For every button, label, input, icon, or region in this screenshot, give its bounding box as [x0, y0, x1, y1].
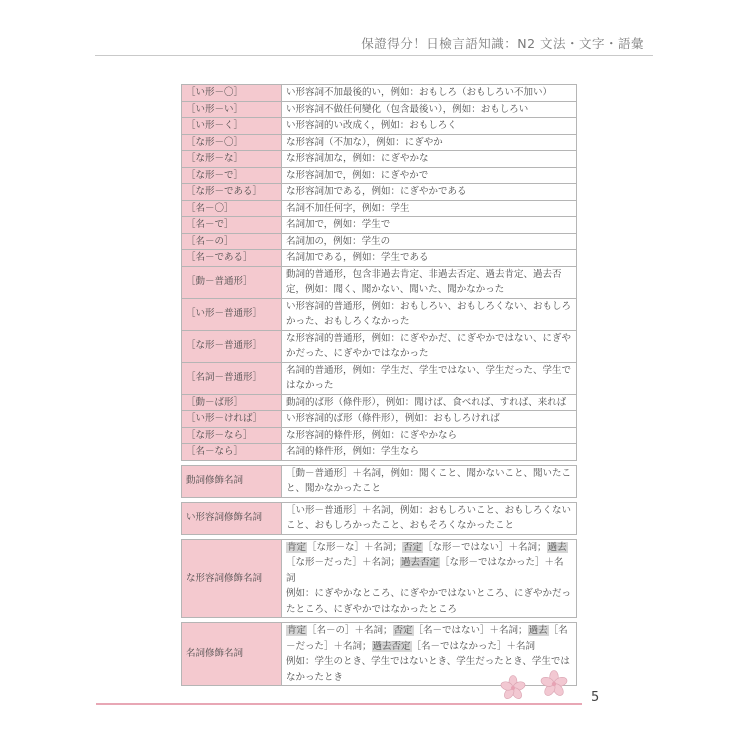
description-cell: 名詞不加任何字，例如：学生	[282, 200, 577, 217]
table-row	[182, 85, 577, 102]
table-row	[182, 184, 577, 201]
term-cell: ［な形－なら］	[182, 427, 282, 444]
table-row	[182, 101, 577, 118]
table-row	[182, 167, 577, 184]
table-row	[182, 151, 577, 168]
description-cell: な形容詞加な，例如：にぎやかな	[282, 151, 577, 168]
term-cell: ［名－で］	[182, 217, 282, 234]
tag-affirmative: 肯定	[287, 541, 307, 553]
description-cell: ［動－普通形］＋名詞，例如：聞くこと、聞かないこと、聞いたこと、聞かなかったこと	[282, 465, 577, 497]
description-cell: い形容詞的ば形（條件形），例如：おもしろければ	[282, 411, 577, 428]
table-row	[182, 134, 577, 151]
running-header: 保證得分！日檢言語知識：N2 文法・文字・語彙	[361, 36, 644, 51]
term-cell: ［動－ば形］	[182, 394, 282, 411]
description-cell	[282, 539, 577, 618]
table-row	[182, 250, 577, 267]
term-cell: ［名－〇］	[182, 200, 282, 217]
example-text: 例如：学生のとき、学生ではないとき、学生だったとき、学生ではなかったとき	[286, 656, 570, 683]
pattern-text: ［な形－ではなかった］＋名詞	[286, 557, 564, 584]
description-cell: 名詞的條件形，例如：学生なら	[282, 444, 577, 461]
pattern-text: ［名－の］＋名詞；	[307, 625, 393, 636]
term-cell: い形容詞修飾名詞	[182, 502, 282, 534]
term-cell: ［な形－である］	[182, 184, 282, 201]
term-cell: 動詞修飾名詞	[182, 465, 282, 497]
cherry-blossom-icon	[500, 675, 526, 701]
term-cell: ［名詞－普通形］	[182, 362, 282, 394]
description-cell: な形容詞加である，例如：にぎやかである	[282, 184, 577, 201]
tag-negative: 否定	[393, 625, 413, 636]
term-cell: ［名－である］	[182, 250, 282, 267]
table-row	[182, 330, 577, 362]
description-cell: 名詞的普通形，例如：学生だ、学生ではない、学生だった、学生ではなかった	[282, 362, 577, 394]
table-row	[182, 394, 577, 411]
term-cell: ［な形－普通形］	[182, 330, 282, 362]
table-row	[182, 502, 577, 534]
tag-past-negative: 過去否定	[401, 557, 440, 568]
term-cell: ［い形－い］	[182, 101, 282, 118]
grammar-table	[181, 84, 577, 686]
pattern-text: ［名－ではない］＋名詞；	[413, 625, 528, 636]
pattern-text: ［な形－な］＋名詞；	[307, 541, 403, 553]
term-cell: ［い形－く］	[182, 118, 282, 135]
description-cell: ［い形－普通形］＋名詞，例如：おもしろいこと、おもしろくないこと、おもしろかったこと、おもそろくなかったこと	[282, 502, 577, 534]
header-rule	[95, 55, 653, 56]
description-cell: な形容詞的條件形，例如：にぎやかなら	[282, 427, 577, 444]
tag-past-negative: 過去否定	[372, 640, 411, 652]
table-row	[182, 362, 577, 394]
term-cell: ［い形－普通形］	[182, 298, 282, 330]
description-cell: 名詞加の，例如：学生の	[282, 233, 577, 250]
description-cell: 名詞加である，例如：学生である	[282, 250, 577, 267]
term-cell: ［な形－で］	[182, 167, 282, 184]
table-row	[182, 298, 577, 330]
description-cell: い形容詞不做任何變化（包含最後い），例如：おもしろい	[282, 101, 577, 118]
description-cell: い形容詞不加最後的い，例如：おもしろ（おもしろい不加い）	[282, 85, 577, 102]
table-row	[182, 465, 577, 497]
description-cell	[282, 623, 577, 686]
table-row	[182, 118, 577, 135]
term-cell: な形容詞修飾名詞	[182, 539, 282, 618]
term-cell: 名詞修飾名詞	[182, 623, 282, 686]
table-row	[182, 217, 577, 234]
term-cell: ［名－の］	[182, 233, 282, 250]
table-row	[182, 266, 577, 298]
description-cell: 動詞的ば形（條件形），例如：聞けば、食べれば、すれば、来れば	[282, 394, 577, 411]
table-row	[182, 539, 577, 618]
description-cell: い形容詞的普通形，例如：おもしろい、おもしろくない、おもしろかった、おもしろくなかった	[282, 298, 577, 330]
term-cell: ［動－普通形］	[182, 266, 282, 298]
example-text: 例如：にぎやかなところ、にぎやかではないところ、にぎやかだったところ、にぎやかではなかったところ	[286, 588, 572, 615]
description-cell: い形容詞的い改成く，例如：おもしろく	[282, 118, 577, 135]
term-cell: ［名－なら］	[182, 444, 282, 461]
description-cell: な形容詞的普通形，例如：にぎやかだ、にぎやかではない、にぎやかだった、にぎやかではなかった	[282, 330, 577, 362]
page-number: 5	[591, 690, 600, 705]
tag-past: 過去	[528, 625, 548, 636]
tag-past: 過去	[547, 541, 567, 553]
pattern-text: ［な形－ではない］＋名詞；	[423, 541, 547, 553]
term-cell: ［い形－ければ］	[182, 411, 282, 428]
cherry-blossom-icon	[540, 670, 568, 698]
description-cell: 名詞加で，例如：学生で	[282, 217, 577, 234]
term-cell: ［な形－〇］	[182, 134, 282, 151]
pattern-text: ［名－ではなかった］＋名詞	[411, 640, 536, 652]
description-cell: 動詞的普通形，包含非過去肯定、非過去否定、過去肯定、過去否定，例如：聞く、聞かない、聞いた、聞かなかった	[282, 266, 577, 298]
term-cell: ［い形－〇］	[182, 85, 282, 102]
tag-negative: 否定	[403, 541, 423, 553]
description-cell: な形容詞加で，例如：にぎやかで	[282, 167, 577, 184]
table-row	[182, 233, 577, 250]
table-row	[182, 411, 577, 428]
pattern-text: ［名－だった］＋名詞；	[286, 625, 568, 652]
table-row	[182, 444, 577, 461]
term-cell: ［な形－な］	[182, 151, 282, 168]
description-cell: な形容詞（不加な），例如：にぎやか	[282, 134, 577, 151]
pattern-text: ［な形－だった］＋名詞；	[286, 557, 401, 568]
table-row	[182, 200, 577, 217]
tag-affirmative: 肯定	[287, 625, 307, 636]
table-row	[182, 427, 577, 444]
footer-rule	[96, 703, 582, 705]
